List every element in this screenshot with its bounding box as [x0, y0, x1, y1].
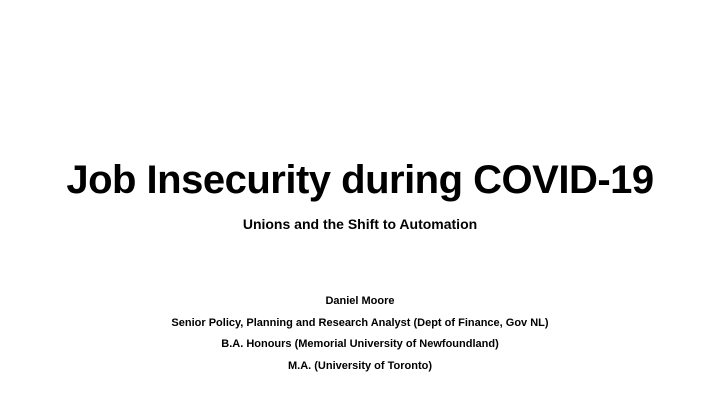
author-block — [0, 291, 720, 377]
author-degree-ma: M.A. (University of Toronto) — [287, 359, 432, 372]
slide-title: Job Insecurity during COVID-19 — [66, 158, 654, 202]
author-position: Senior Policy, Planning and Research Analyst (Dept of Finance, Gov NL) — [171, 316, 549, 329]
author-name: Daniel Moore — [325, 295, 395, 307]
author-degree-ba: B.A. Honours (Memorial University of Newfoundland) — [221, 338, 499, 350]
slide-subtitle: Unions and the Shift to Automation — [242, 216, 478, 232]
